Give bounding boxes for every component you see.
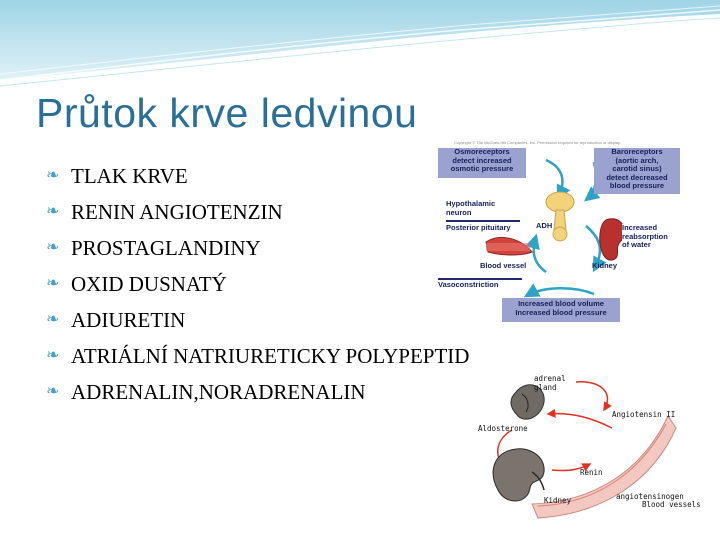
- bullet-swirl-icon: ❧: [46, 239, 60, 256]
- bullet-item: ❧ PROSTAGLANDINY: [46, 230, 469, 266]
- renin-angiotensin-diagram: [472, 372, 701, 520]
- blood-vessel-label: Blood vessel: [480, 261, 527, 270]
- increased-reabsorption-box: Increased reabsorption of water: [622, 224, 680, 258]
- kidney-label: Kidney: [592, 261, 618, 270]
- bullet-swirl-icon: ❧: [46, 203, 60, 220]
- pointer-line: [446, 220, 520, 222]
- bullet-item: ❧ RENIN ANGIOTENZIN: [46, 194, 469, 230]
- osmoreceptors-box: Osmoreceptors detect increased osmotic pressure: [438, 148, 526, 178]
- slide-title: Průtok krve ledvinou: [36, 90, 418, 136]
- bullet-item: ❧ OXID DUSNATÝ: [46, 266, 469, 302]
- baroreceptors-box: Baroreceptors (aortic arch, carotid sinus) detect decreased blood pressure: [594, 148, 680, 194]
- blood-vessels-label: Blood vessels: [642, 500, 701, 509]
- angiotensin-label: Angiotensin II: [612, 410, 676, 419]
- angiotensinogen-label: angiotensinogen: [616, 492, 684, 501]
- copyright-note: Copyright © The McGraw-Hill Companies, Inc. Permission required for reproduction or display.: [454, 140, 621, 145]
- bullet-swirl-icon: ❧: [46, 311, 60, 328]
- aldosterone-label: Aldosterone: [478, 424, 528, 433]
- bullet-item: ❧ ATRIÁLNÍ NATRIURETICKY POLYPEPTID: [46, 338, 469, 374]
- vasoconstriction-label: Vasoconstriction: [438, 280, 499, 289]
- posterior-pituitary-label: Posterior pituitary: [446, 223, 511, 232]
- bullet-item: ❧ TLAK KRVE: [46, 158, 469, 194]
- bullet-swirl-icon: ❧: [46, 275, 60, 292]
- kidney-label-renin: Kidney: [544, 496, 572, 505]
- hypothalamic-neuron-label: Hypothalamic neuron: [446, 199, 496, 217]
- bullet-item: ❧ ADRENALIN,NORADRENALIN: [46, 374, 469, 410]
- result-box: Increased blood volume Increased blood pressure: [502, 298, 620, 322]
- bullet-swirl-icon: ❧: [46, 167, 60, 184]
- bullet-swirl-icon: ❧: [46, 347, 60, 364]
- bullet-swirl-icon: ❧: [46, 383, 60, 400]
- adrenal-gland-label: adrenal gland: [534, 374, 566, 392]
- adh-label: ADH: [536, 221, 553, 230]
- renin-label: Renin: [580, 468, 603, 477]
- bullet-item: ❧ ADIURETIN: [46, 302, 469, 338]
- bullet-list: [46, 158, 469, 410]
- adh-diagram: [436, 140, 682, 326]
